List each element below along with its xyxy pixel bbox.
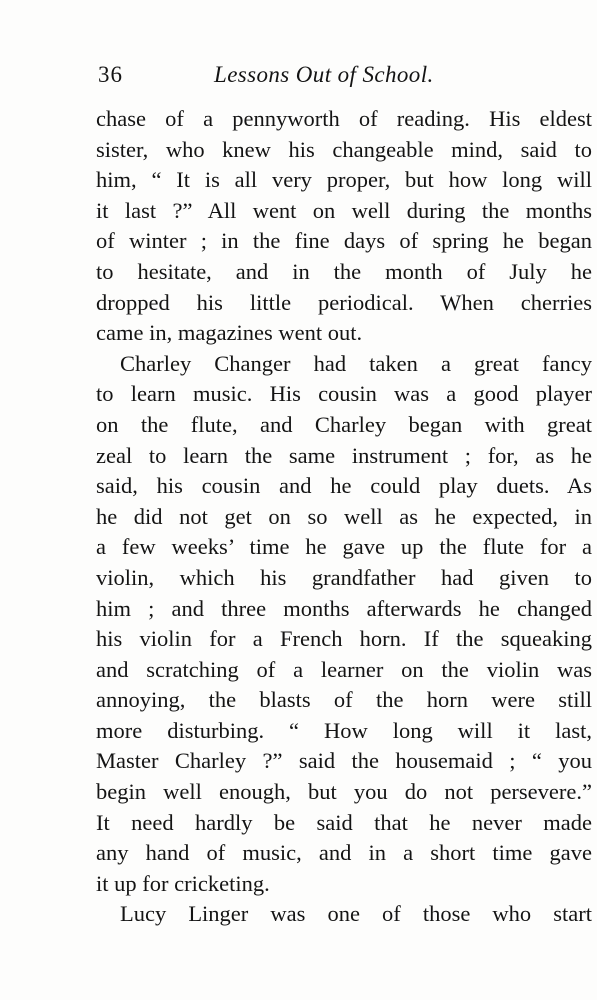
text-line: and scratching of a learner on the violin was <box>96 656 592 682</box>
text-line: on the flute, and Charley began with great <box>96 411 592 437</box>
page-number: 36 <box>98 62 123 87</box>
text-line: violin, which his grandfather had given to <box>96 564 592 590</box>
text-line: him ; and three months afterwards he changed <box>96 595 592 621</box>
text-line: begin well enough, but you do not persevere.” <box>96 779 592 805</box>
text-line: more disturbing. “ How long will it last, <box>96 717 592 743</box>
text-line: to learn music. His cousin was a good player <box>96 381 592 407</box>
text-line: Charley Changer had taken a great fancy <box>120 350 592 376</box>
paragraph <box>96 104 592 349</box>
text-line: a few weeks’ time he gave up the flute for a <box>96 534 592 560</box>
text-line: chase of a pennyworth of reading. His eldest <box>96 106 592 131</box>
body-text <box>96 104 592 930</box>
text-line: Lucy Linger was one of those who start <box>120 901 592 927</box>
text-line: him, “ It is all very proper, but how long will <box>96 167 592 193</box>
text-line: said, his cousin and he could play duets. As <box>96 473 592 499</box>
page-header <box>96 60 571 94</box>
text-line: annoying, the blasts of the horn were still <box>96 687 592 713</box>
paragraph <box>96 899 592 930</box>
text-line: his violin for a French horn. If the squeaking <box>96 626 592 652</box>
text-line: of winter ; in the fine days of spring he began <box>96 228 592 254</box>
running-title: Lessons Out of School. <box>214 62 434 87</box>
text-line: It need hardly be said that he never made <box>96 809 592 835</box>
text-line: he did not get on so well as he expected, in <box>96 503 592 529</box>
text-line: sister, who knew his changeable mind, said to <box>96 136 592 162</box>
text-line: Master Charley ?” said the housemaid ; “ you <box>96 748 592 774</box>
text-line: any hand of music, and in a short time gave <box>96 840 592 866</box>
text-line: zeal to learn the same instrument ; for, as he <box>96 442 592 468</box>
text-line: it last ?” All went on well during the months <box>96 197 592 223</box>
text-line: to hesitate, and in the month of July he <box>96 258 592 284</box>
text-line: it up for cricketing. <box>96 870 270 896</box>
text-line: dropped his little periodical. When cherries <box>96 289 592 315</box>
text-line: came in, magazines went out. <box>96 320 363 346</box>
paragraph <box>96 349 592 900</box>
